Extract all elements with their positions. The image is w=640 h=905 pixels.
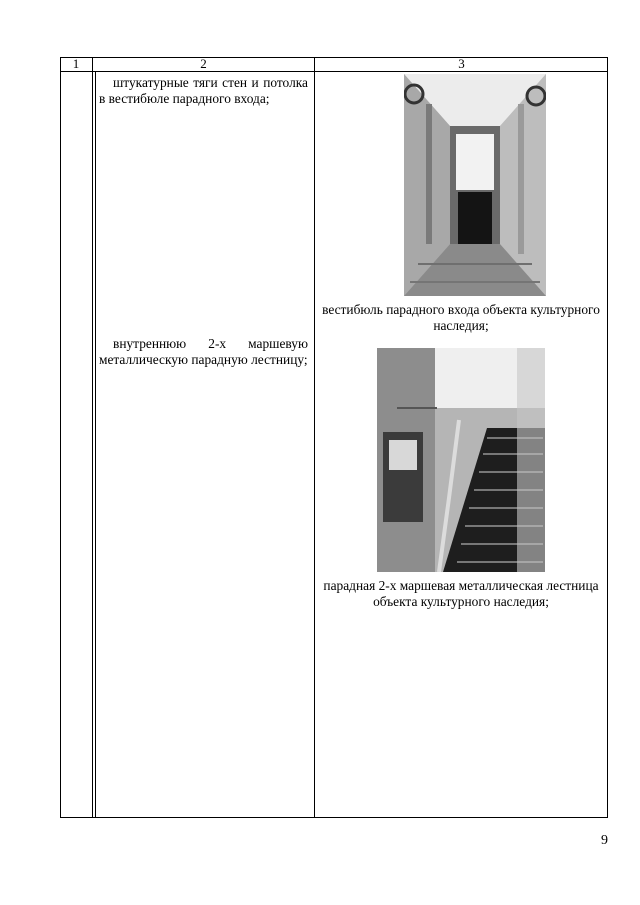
table-column-divider (314, 57, 315, 818)
table-column-divider (92, 57, 93, 818)
vestibule-photo-caption: вестибюль парадного входа объекта культурного наследия; (322, 302, 600, 333)
table-column-divider (95, 72, 96, 818)
staircase-photo (377, 348, 545, 572)
row-2-description: внутреннюю 2-х маршевую металлическую парадную лестницу; (99, 336, 308, 367)
vestibule-photo (404, 74, 546, 296)
row-1-description: штукатурные тяги стен и потолка в вестибюле парадного входа; (99, 75, 308, 106)
staircase-photo-caption: парадная 2-х маршевая металлическая лестница объекта культурного наследия; (323, 578, 599, 609)
page-number: 9 (601, 833, 608, 848)
column-header-1: 1 (72, 56, 80, 71)
column-header-3: 3 (458, 56, 465, 71)
table-header-divider (60, 71, 608, 72)
column-header-2: 2 (200, 56, 207, 71)
